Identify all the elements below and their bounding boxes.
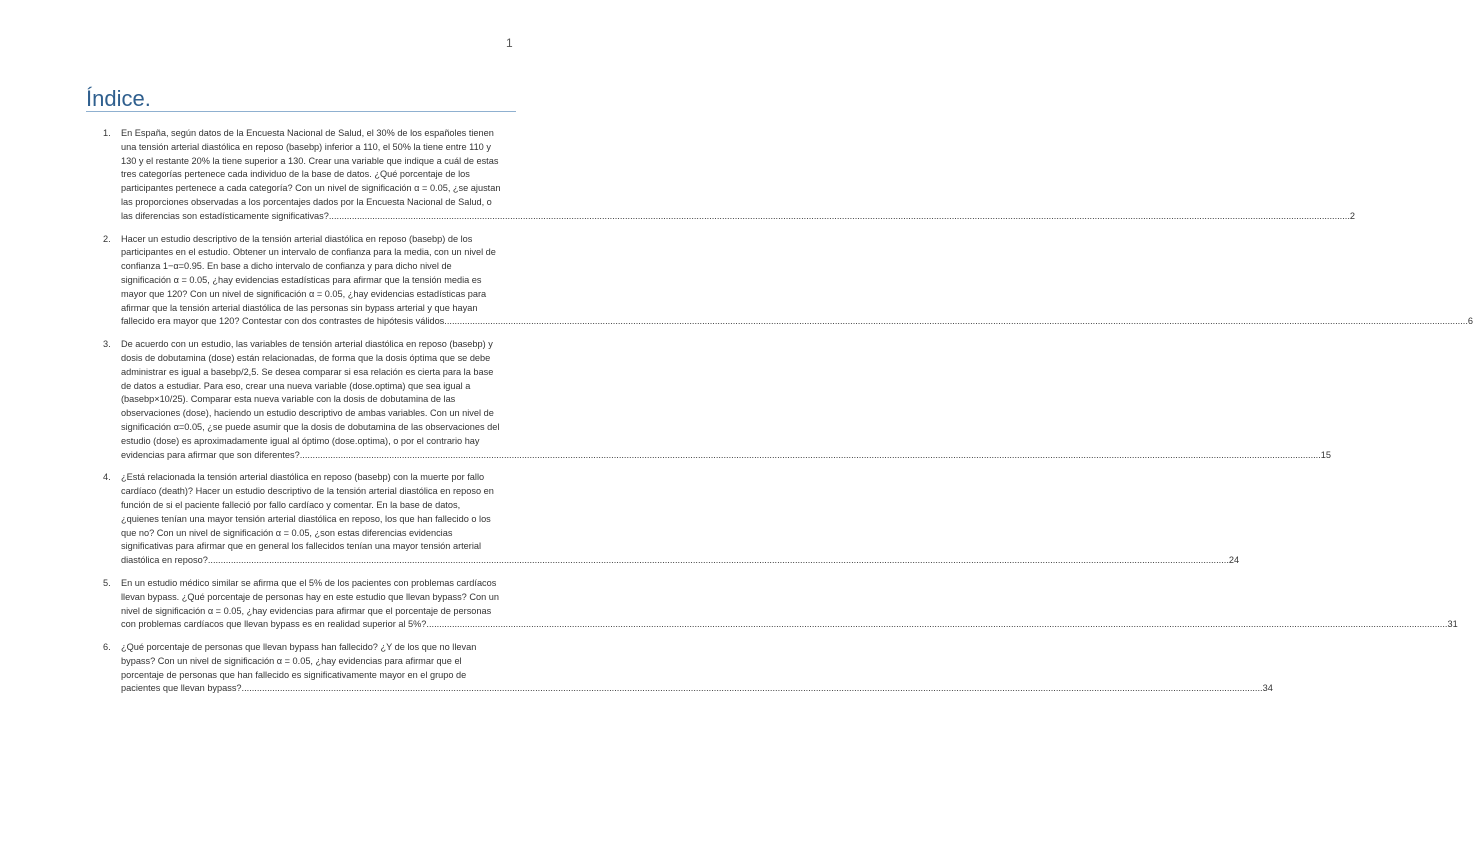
toc-entry-text-line: ¿quienes tenían una mayor tensión arterial diastólica en reposo, los que han fallecido o los bbox=[121, 513, 491, 524]
toc-entry-text-line: significación α = 0.05, ¿hay evidencias estadísticas para afirmar que la tensión media es bbox=[121, 274, 482, 285]
toc-entry-text-line: administrar es igual a basebp/2,5. Se desea comparar si esa relación es cierta para la base bbox=[121, 366, 494, 377]
dot-leader: ................................................................................................................................................................................................................................................................................................................................................................................................................ bbox=[241, 683, 1263, 694]
toc-entry-number: 6. bbox=[103, 642, 111, 653]
toc-entry-text-line: con problemas cardíacos que llevan bypass es en realidad superior al 5%? bbox=[121, 619, 427, 630]
toc-entry-text-line: pacientes que llevan bypass? bbox=[121, 683, 242, 694]
dot-leader: ................................................................................................................................................................................................................................................................................................................................................................................................................ bbox=[328, 210, 1350, 221]
toc-entry-number: 3. bbox=[103, 339, 111, 350]
toc-page-number[interactable]: 24 bbox=[1228, 555, 1240, 566]
title-underline bbox=[86, 111, 516, 112]
dot-leader: ................................................................................................................................................................................................................................................................................................................................................................................................................ bbox=[446, 316, 1468, 327]
toc-entry-number: 2. bbox=[103, 233, 111, 244]
toc-page-number[interactable]: 15 bbox=[1320, 449, 1332, 460]
toc-entry-text-line: las diferencias son estadísticamente significativas? bbox=[121, 210, 329, 221]
toc-page-number[interactable]: 2 bbox=[1349, 210, 1356, 221]
toc-entry-text-line: En España, según datos de la Encuesta Nacional de Salud, el 30% de los españoles tienen bbox=[121, 128, 494, 138]
toc-entry[interactable] bbox=[86, 577, 1458, 632]
toc-entry-text-line: participantes pertenece a cada categoría? Con un nivel de significación α = 0.05, ¿se ajustan bbox=[121, 183, 501, 194]
toc-entry-text-line: que no? Con un nivel de significación α = 0.05, ¿son estas diferencias evidencias bbox=[121, 527, 453, 538]
toc-page-number[interactable]: 6 bbox=[1467, 316, 1473, 327]
toc-entry-leader-line bbox=[121, 315, 1473, 329]
toc-entry[interactable] bbox=[86, 471, 1240, 568]
toc-entry-text-line: cardíaco (death)? Hacer un estudio descriptivo de la tensión arterial diastólica en reposo en bbox=[121, 486, 494, 497]
toc-entry-text-line: llevan bypass. ¿Qué porcentaje de personas hay en este estudio que llevan bypass? Con un bbox=[121, 591, 499, 602]
toc-entry-text-line: afirmar que la tensión arterial diastólica de las personas sin bypass arterial y que hayan bbox=[121, 302, 478, 313]
toc-entry-leader-line bbox=[121, 682, 1273, 696]
toc-entry-text-line: De acuerdo con un estudio, las variables de tensión arterial diastólica en reposo (basebp) y bbox=[121, 339, 493, 350]
toc-entry[interactable] bbox=[86, 641, 1273, 696]
toc-entry-number: 4. bbox=[103, 472, 111, 483]
dot-leader: ................................................................................................................................................................................................................................................................................................................................................................................................................ bbox=[299, 449, 1321, 460]
toc-entry[interactable] bbox=[86, 338, 1332, 462]
toc-entry-leader-line bbox=[121, 210, 1356, 224]
toc-entry-text-line: dosis de dobutamina (dose) están relacionadas, de forma que la dosis óptima que se debe bbox=[121, 352, 491, 363]
dot-leader: ................................................................................................................................................................................................................................................................................................................................................................................................................ bbox=[207, 555, 1229, 566]
toc-entry-text-line: Hacer un estudio descriptivo de la tensión arterial diastólica en reposo (basebp) de los bbox=[121, 233, 473, 244]
toc-entry-text-line: significativas para afirmar que en general los fallecidos tenían una mayor tensión arterial bbox=[121, 541, 482, 552]
toc-entry[interactable] bbox=[86, 233, 1473, 330]
toc-entry-text-line: evidencias para afirmar que son diferentes? bbox=[121, 449, 300, 460]
toc-entry-text-line: ¿Está relacionada la tensión arterial diastólica en reposo (basebp) con la muerte por fallo bbox=[121, 472, 485, 483]
toc-entry-text-line: diastólica en reposo? bbox=[121, 555, 208, 566]
page-title: Índice. bbox=[86, 86, 151, 111]
toc-entry-number: 5. bbox=[103, 577, 111, 588]
table-of-contents bbox=[86, 127, 1473, 705]
toc-entry-leader-line bbox=[121, 554, 1240, 568]
toc-entry-text-line: observaciones (dose), haciendo un estudio descriptivo de ambas variables. Con un nivel de bbox=[121, 408, 494, 419]
toc-entry-text-line: porcentaje de personas que han fallecido es significativamente mayor en el grupo de bbox=[121, 669, 467, 680]
toc-entry-text-line: bypass? Con un nivel de significación α = 0.05, ¿hay evidencias para afirmar que el bbox=[121, 655, 462, 666]
page-number: 1 bbox=[506, 36, 513, 50]
toc-entry-text-line: 130 y el restante 20% la tiene superior a 130. Crear una variable que indique a cuál de estas bbox=[121, 155, 499, 166]
toc-entry-text-line: significación α=0.05, ¿se puede asumir que la dosis de dobutamina de las observaciones del bbox=[121, 421, 500, 432]
toc-entry-text-line: participantes en el estudio. Obtener un intervalo de confianza para la media, con un nivel de bbox=[121, 247, 496, 258]
toc-entry-text-line: nivel de significación α = 0.05, ¿hay evidencias para afirmar que el porcentaje de personas bbox=[121, 605, 492, 616]
toc-entry-number: 1. bbox=[103, 128, 111, 138]
toc-entry-text-line: confianza 1−α=0.95. En base a dicho intervalo de confianza y para dicho nivel de bbox=[121, 261, 452, 272]
dot-leader: ................................................................................................................................................................................................................................................................................................................................................................................................................ bbox=[426, 619, 1448, 630]
toc-entry-text-line: de datos a estudiar. Para eso, crear una nueva variable (dose.optima) que sea igual a bbox=[121, 380, 471, 391]
toc-page-number[interactable]: 34 bbox=[1262, 683, 1273, 694]
toc-entry-text-line: estudio (dose) es aproximadamente igual al óptimo (dose.optima), o por el contrario hay bbox=[121, 435, 480, 446]
toc-entry-text-line: (basebp×10/25). Comparar esta nueva variable con la dosis de dobutamina de las bbox=[121, 394, 456, 405]
toc-entry[interactable] bbox=[86, 127, 1356, 224]
toc-entry-text-line: una tensión arterial diastólica en reposo (basebp) inferior a 110, el 50% la tiene entre 110 y bbox=[121, 141, 491, 152]
toc-page-number[interactable]: 31 bbox=[1447, 619, 1458, 630]
toc-entry-text-line: mayor que 120? Con un nivel de significación α = 0.05, ¿hay evidencias estadísticas para bbox=[121, 288, 487, 299]
toc-entry-text-line: fallecido era mayor que 120? Contestar con dos contrastes de hipótesis válidos. bbox=[121, 316, 447, 327]
toc-entry-text-line: función de si el paciente falleció por fallo cardíaco y comentar. En la base de datos, bbox=[121, 499, 461, 510]
toc-entry-text-line: ¿Qué porcentaje de personas que llevan bypass han fallecido? ¿Y de los que no llevan bbox=[121, 642, 477, 653]
toc-entry-text-line: En un estudio médico similar se afirma que el 5% de los pacientes con problemas cardíacos bbox=[121, 577, 497, 588]
toc-entry-leader-line bbox=[121, 618, 1458, 632]
toc-entry-leader-line bbox=[121, 449, 1332, 463]
toc-entry-text-line: tres categorías pertenece cada individuo de la base de datos. ¿Qué porcentaje de los bbox=[121, 169, 470, 180]
toc-entry-text-line: las proporciones observadas a los porcentajes dados por la Encuesta Nacional de Salud, o bbox=[121, 196, 492, 207]
